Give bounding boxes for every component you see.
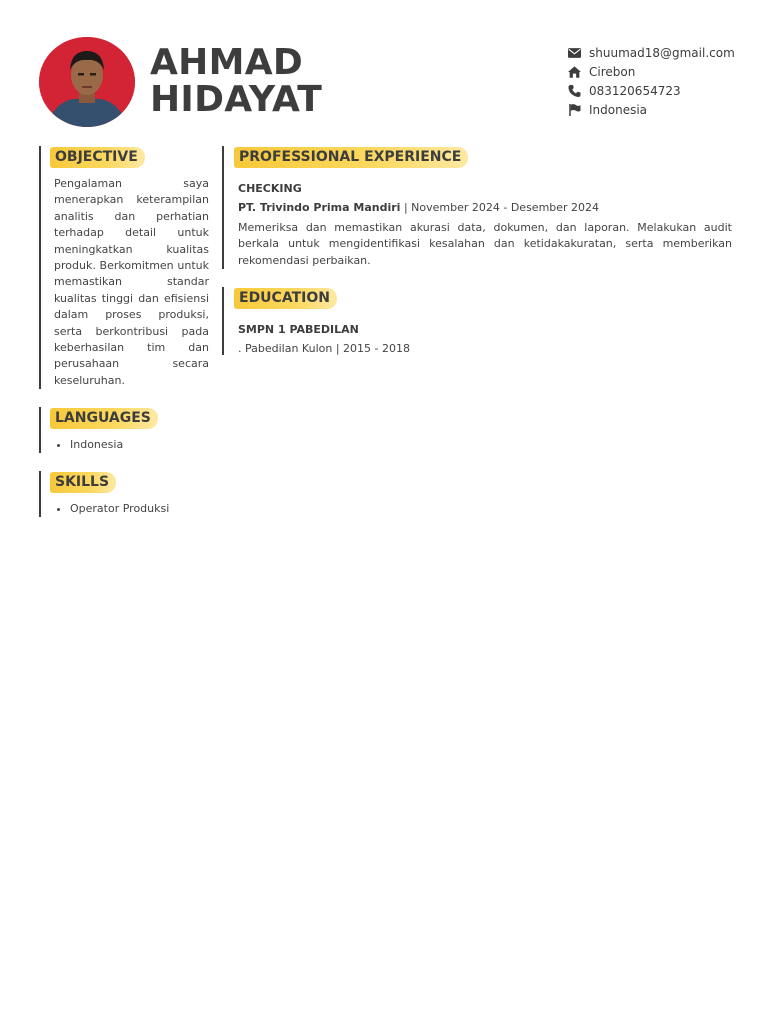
job-period: | November 2024 - Desember 2024	[400, 201, 600, 214]
education-section	[222, 287, 732, 355]
country-text: Indonesia	[589, 102, 648, 117]
job-company: PT. Trivindo Prima Mandiri	[238, 201, 401, 214]
languages-list	[54, 437, 209, 453]
contact-list	[568, 43, 748, 119]
skill-item: • Operator Produksi	[70, 501, 209, 517]
objective-heading: OBJECTIVE	[50, 147, 145, 168]
skills-section	[39, 471, 209, 517]
phone-text: 083120654723	[589, 83, 681, 98]
education-heading: EDUCATION	[234, 288, 337, 309]
phone-icon	[568, 85, 581, 97]
email-text: shuumad18@gmail.com	[589, 45, 735, 60]
objective-text: Pengalaman saya menerapkan keterampilan analitis dan perhatian terhadap detail untuk meningkatkan kualitas produk. Berkomitmen untuk memastikan standar kualitas tinggi dan efisiensi dalam proses produksi, serta berkontribusi pada keberhasilan tim dan perusahaan secara keseluruhan.	[54, 177, 209, 387]
job-description: Memeriksa dan memastikan akurasi data, dokumen, dan laporan. Melakukan audit berkala untuk mengidentifikasi kesalahan dan ketidakakuratan, serta memberikan rekomendasi perbaikan.	[238, 221, 732, 267]
experience-section	[222, 146, 732, 269]
language-item: • Indonesia	[70, 437, 209, 453]
experience-heading: PROFESSIONAL EXPERIENCE	[234, 147, 468, 168]
left-column	[39, 146, 209, 535]
school-detail: . Pabedilan Kulon | 2015 - 2018	[238, 342, 410, 356]
job-company-period	[238, 201, 732, 214]
languages-section	[39, 407, 209, 453]
city-text: Cirebon	[589, 64, 636, 79]
resume-header	[0, 0, 768, 140]
objective-section	[39, 146, 209, 389]
contact-city	[568, 62, 748, 81]
first-name: AHMAD	[150, 42, 304, 83]
home-icon	[568, 66, 581, 78]
contact-country	[568, 100, 748, 119]
school-name: SMPN 1 PABEDILAN	[238, 323, 359, 337]
skills-heading: SKILLS	[50, 472, 116, 493]
right-column	[222, 146, 732, 373]
last-name: HIDAYAT	[150, 79, 323, 120]
envelope-icon	[568, 47, 581, 59]
candidate-name	[150, 44, 322, 118]
flag-icon	[568, 104, 581, 116]
profile-photo	[39, 37, 135, 127]
languages-heading: LANGUAGES	[50, 408, 158, 429]
person-photo-icon	[39, 37, 135, 127]
contact-phone	[568, 81, 748, 100]
skills-list	[54, 501, 209, 517]
contact-email	[568, 43, 748, 62]
job-title: CHECKING	[238, 182, 302, 195]
